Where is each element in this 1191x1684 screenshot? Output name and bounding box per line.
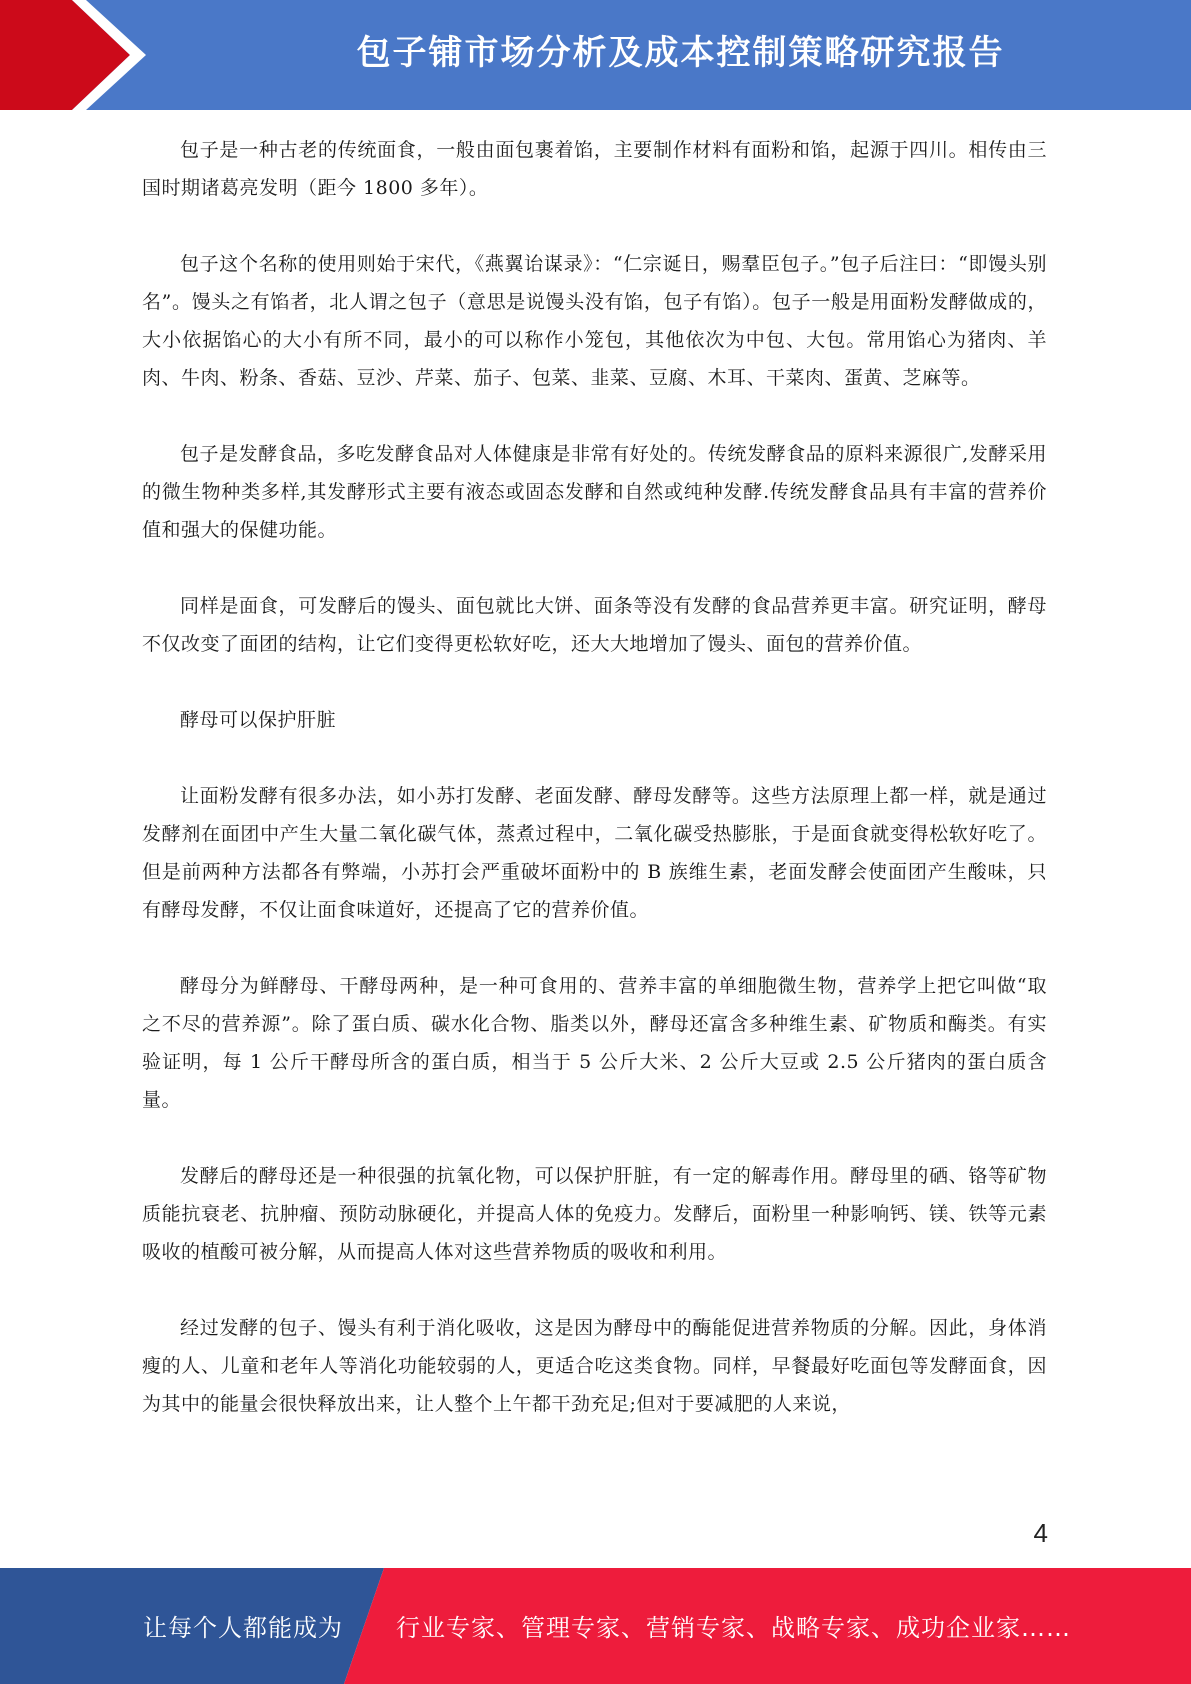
paragraph: 酵母分为鲜酵母、干酵母两种，是一种可食用的、营养丰富的单细胞微生物，营养学上把它叫做“取之不尽的营养源”。除了蛋白质、碳水化合物、脂类以外，酵母还富含多种维生素、矿物质和酶类。有实验证明，每 1 公斤干酵母所含的蛋白质，相当于 5 公斤大米、2 公斤大豆或 2.5 公斤猪肉的蛋白质含量。 (142, 975, 1047, 1111)
paragraph: 发酵后的酵母还是一种很强的抗氧化物，可以保护肝脏，有一定的解毒作用。酵母里的硒、铬等矿物质能抗衰老、抗肿瘤、预防动脉硬化，并提高人体的免疫力。发酵后，面粉里一种影响钙、镁、铁等元素吸收的植酸可被分解，从而提高人体对这些营养物质的吸收和利用。 (142, 1165, 1047, 1263)
page-number: 4 (1033, 1518, 1048, 1548)
footer-slogan-lead: 让每个人都能成为 (143, 1614, 343, 1642)
page-header (0, 0, 1191, 110)
header-arrow-decoration (0, 0, 160, 110)
document-body (142, 131, 1047, 1461)
header-red-chevron (0, 0, 130, 110)
paragraph: 包子是一种古老的传统面食，一般由面包裹着馅，主要制作材料有面粉和馅，起源于四川。相传由三国时期诸葛亮发明（距今 1800 多年）。 (142, 139, 1047, 199)
report-title: 包子铺市场分析及成本控制策略研究报告 (356, 33, 1005, 73)
section-subheading: 酵母可以保护肝脏 (180, 709, 337, 731)
paragraph: 让面粉发酵有很多办法，如小苏打发酵、老面发酵、酵母发酵等。这些方法原理上都一样，就是通过发酵剂在面团中产生大量二氧化碳气体，蒸煮过程中，二氧化碳受热膨胀，于是面食就变得松软好吃了。但是前两种方法都各有弊端，小苏打会严重破坏面粉中的 B 族维生素，老面发酵会使面团产生酸味，只有酵母发酵，不仅让面食味道好，还提高了它的营养价值。 (142, 785, 1047, 921)
paragraph: 经过发酵的包子、馒头有利于消化吸收，这是因为酵母中的酶能促进营养物质的分解。因此，身体消瘦的人、儿童和老年人等消化功能较弱的人，更适合吃这类食物。同样，早餐最好吃面包等发酵面食，因为其中的能量会很快释放出来，让人整个上午都干劲充足;但对于要减肥的人来说， (142, 1317, 1047, 1415)
paragraph: 包子是发酵食品，多吃发酵食品对人体健康是非常有好处的。传统发酵食品的原料来源很广,发酵采用的微生物种类多样,其发酵形式主要有液态或固态发酵和自然或纯种发酵.传统发酵食品具有丰富的营养价值和强大的保健功能。 (142, 443, 1047, 541)
paragraph: 同样是面食，可发酵后的馒头、面包就比大饼、面条等没有发酵的食品营养更丰富。研究证明，酵母不仅改变了面团的结构，让它们变得更松软好吃，还大大地增加了馒头、面包的营养价值。 (142, 595, 1047, 655)
paragraph: 包子这个名称的使用则始于宋代，《燕翼诒谋录》：“仁宗诞日，赐羣臣包子。”包子后注曰：“即馒头别名”。馒头之有馅者，北人谓之包子（意思是说馒头没有馅，包子有馅）。包子一般是用面粉发酵做成的，大小依据馅心的大小有所不同，最小的可以称作小笼包，其他依次为中包、大包。常用馅心为猪肉、羊肉、牛肉、粉条、香菇、豆沙、芹菜、茄子、包菜、韭菜、豆腐、木耳、干菜肉、蛋黄、芝麻等。 (142, 253, 1047, 389)
footer-slogan-roles: 行业专家、管理专家、营销专家、战略专家、成功企业家…… (396, 1614, 1071, 1642)
page-footer (0, 1568, 1191, 1684)
